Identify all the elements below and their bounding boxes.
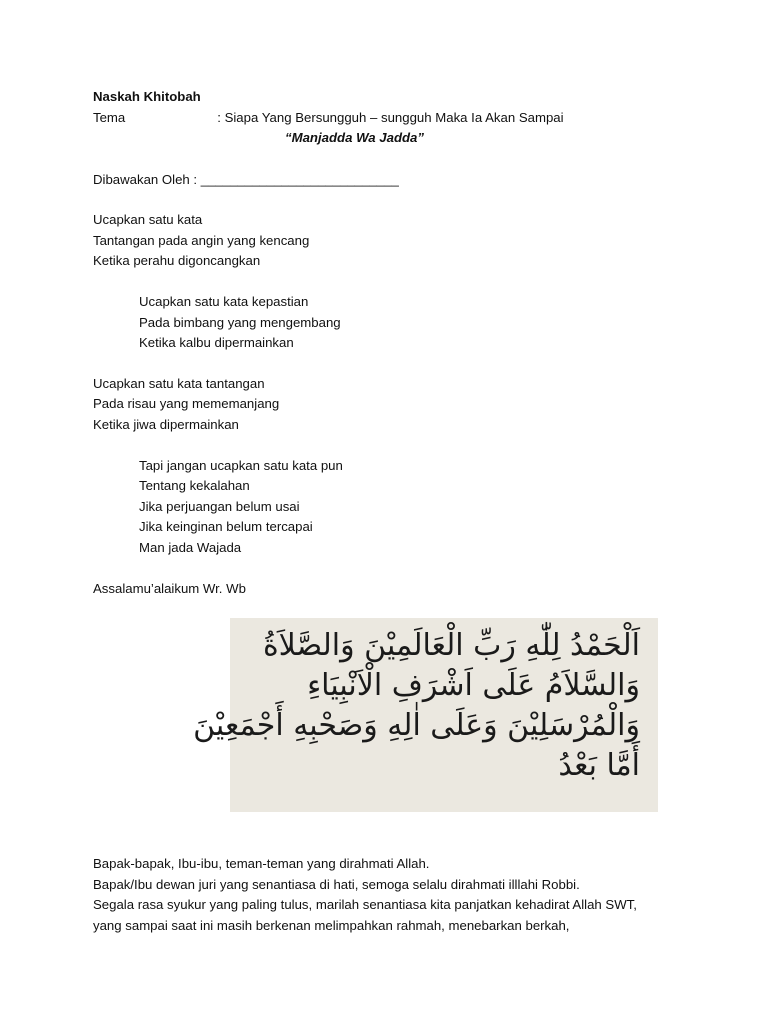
poem-line: Ketika kalbu dipermainkan	[139, 335, 294, 350]
document-title: Naskah Khitobah	[93, 89, 201, 104]
poem-line: Ucapkan satu kata	[93, 212, 203, 227]
arabic-line: وَالْمُرْسَلِيْنَ وَعَلَى اٰلِهِ وَصَحْبِهِ أَجْمَعِيْنَ	[193, 708, 640, 743]
poem-line: Ketika jiwa dipermainkan	[93, 417, 239, 432]
poem-line: Pada risau yang mememanjang	[93, 396, 280, 411]
poem-line: Jika perjuangan belum usai	[139, 499, 300, 514]
body-paragraph-line: yang sampai saat ini masih berkenan melimpahkan rahmah, menebarkan berkah,	[93, 918, 570, 933]
presenter-line: Dibawakan Oleh : ___________________________	[93, 172, 399, 187]
poem-line: Ketika perahu digoncangkan	[93, 253, 261, 268]
poem-line: Ucapkan satu kata tantangan	[93, 376, 265, 391]
body-paragraph-line: Segala rasa syukur yang paling tulus, marilah senantiasa kita panjatkan kehadirat Allah SWT,	[93, 897, 637, 912]
poem-line: Ucapkan satu kata kepastian	[139, 294, 309, 309]
body-paragraph-line: Bapak-bapak, Ibu-ibu, teman-teman yang dirahmati Allah.	[93, 856, 430, 871]
tema-row	[93, 109, 564, 127]
poem-line: Tapi jangan ucapkan satu kata pun	[139, 458, 343, 473]
poem-line: Tentang kekalahan	[139, 478, 250, 493]
arabic-line: أَمَّا بَعْدُ	[558, 748, 640, 783]
body-paragraph-line: Bapak/Ibu dewan juri yang senantiasa di hati, semoga selalu dirahmati illlahi Robbi.	[93, 877, 580, 892]
poem-line: Jika keinginan belum tercapai	[139, 519, 313, 534]
arabic-line: وَالسَّلاَمُ عَلَى اَشْرَفِ الْاَنْبِيَاءِ	[307, 668, 640, 703]
poem-line: Pada bimbang yang mengembang	[139, 315, 341, 330]
tema-value: : Siapa Yang Bersungguh – sungguh Maka Ia Akan Sampai	[217, 110, 564, 125]
poem-line: Man jada Wajada	[139, 540, 242, 555]
greeting: Assalamu’alaikum Wr. Wb	[93, 581, 246, 596]
poem-line: Tantangan pada angin yang kencang	[93, 233, 310, 248]
arabic-opening-image	[193, 618, 658, 812]
arabic-line: اَلْحَمْدُ لِلّٰهِ رَبِّ الْعَالَمِيْنَ وَالصَّلاَةُ	[262, 628, 640, 663]
motto: “Manjadda Wa Jadda”	[285, 130, 424, 145]
tema-label: Tema	[93, 110, 126, 125]
